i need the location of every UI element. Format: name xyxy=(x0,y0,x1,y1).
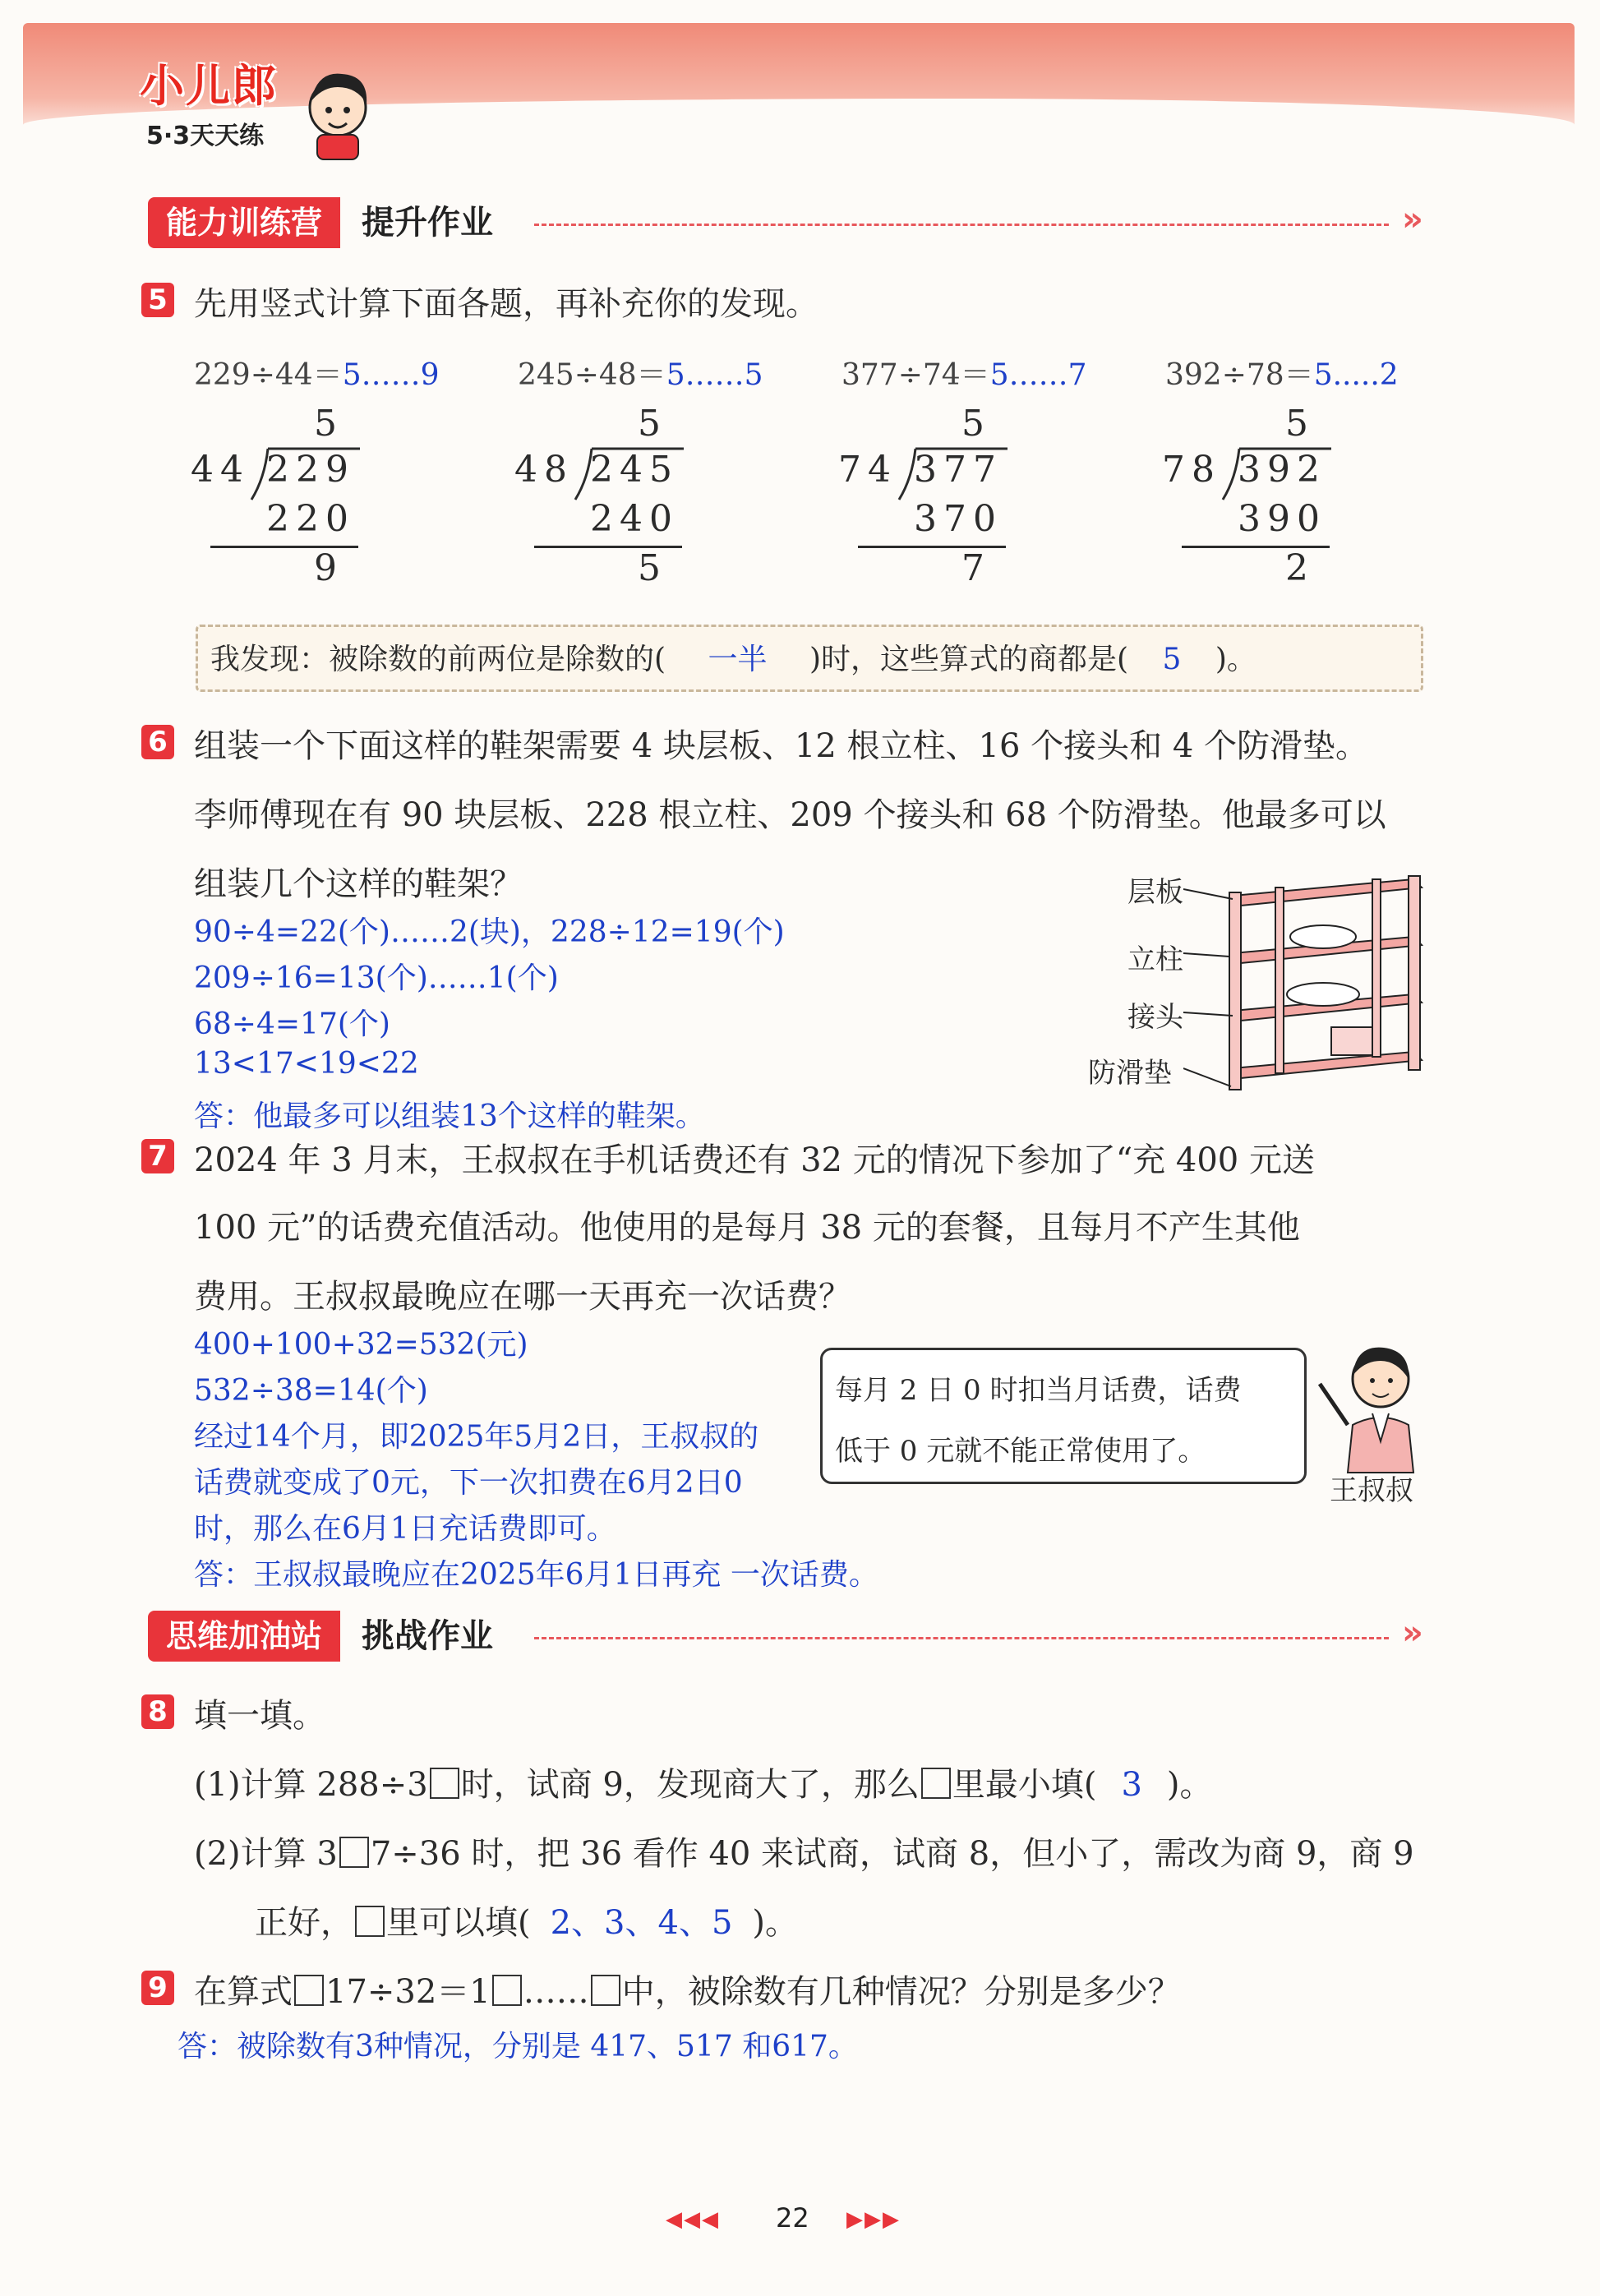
section-divider-2 xyxy=(534,1637,1389,1639)
question-9-text: 在算式 17÷32＝1 …… 中，被除数有几种情况？分别是多少？ xyxy=(194,1973,1181,2011)
question-number-5: 5 xyxy=(141,283,174,317)
question-number-8: 8 xyxy=(141,1694,174,1729)
question-number-6: 6 xyxy=(141,725,174,759)
question-8-text: 填一填。 xyxy=(194,1697,325,1735)
question-8-part-2-cont: 正好， 里可以填( 2、3、4、5 )。 xyxy=(255,1904,799,1942)
long-division-3: 5 74 377 370 7 xyxy=(838,403,1019,592)
discovery-text: 我发现：被除数的前两位是除数的( 一半 )时，这些算式的商都是( 5 )。 xyxy=(210,643,1256,676)
logo-subtitle: 5·3天天练 xyxy=(146,122,265,150)
q6-answer-line-1: 90÷4=22(个)……2(块)，228÷12=19(个) xyxy=(194,915,785,949)
equation-4: 392÷78＝5.....2 xyxy=(1165,358,1399,392)
mascot-boy-icon xyxy=(293,62,383,161)
question-5-text: 先用竖式计算下面各题，再补充你的发现。 xyxy=(194,285,818,323)
label-post: 立柱 xyxy=(1127,943,1183,976)
q9-answer: 答：被除数有3种情况，分别是 417、517 和617。 xyxy=(178,2030,858,2063)
section-ability-tab: 提升作业 xyxy=(362,204,493,242)
long-division-2: 5 48 245 240 5 xyxy=(514,403,695,592)
q6-answer-final: 答：他最多可以组装13个这样的鞋架。 xyxy=(194,1100,705,1133)
long-division-4: 5 78 392 390 2 xyxy=(1162,403,1343,592)
question-number-9: 9 xyxy=(141,1971,174,2005)
question-number-7: 7 xyxy=(141,1139,174,1173)
double-chevron-icon: » xyxy=(1402,201,1423,238)
discovery-answer-1: 一半 xyxy=(708,643,768,676)
label-shelf: 层板 xyxy=(1127,876,1183,909)
speech-line-1: 每月 2 日 0 时扣当月话费，话费 xyxy=(835,1374,1242,1407)
uncle-wang-icon xyxy=(1315,1335,1438,1474)
q6-answer-line-3: 68÷4=17(个) xyxy=(194,1007,390,1041)
shoe-rack-illustration-icon xyxy=(1183,871,1430,1101)
section-divider xyxy=(534,224,1389,226)
prev-arrows-icon: ◀◀◀ xyxy=(666,2207,720,2232)
label-joint: 接头 xyxy=(1127,1001,1183,1034)
person-name-label: 王叔叔 xyxy=(1330,1474,1413,1507)
q6-answer-line-2: 209÷16=13(个)……1(个) xyxy=(194,961,559,995)
q8-part-1-answer: 3 xyxy=(1121,1766,1142,1804)
question-8-part-2: (2)计算 3 7÷36 时，把 36 看作 40 来试商，试商 8，但小了，需改为商 9，商 9 xyxy=(194,1835,1414,1873)
q7-answer-line-1: 400+100+32=532(元) xyxy=(194,1328,528,1362)
q8-part-2-answer: 2、3、4、5 xyxy=(550,1904,733,1942)
question-7-line-1: 2024 年 3 月末，王叔叔在手机话费还有 32 元的情况下参加了“充 400 元送 xyxy=(194,1141,1315,1179)
q7-answer-line-2: 532÷38=14(个) xyxy=(194,1374,428,1408)
question-7-line-2: 100 元”的话费充值活动。他使用的是每月 38 元的套餐，且每月不产生其他 xyxy=(194,1209,1300,1247)
discovery-answer-2: 5 xyxy=(1162,643,1182,676)
q7-answer-line-3: 经过14个月，即2025年5月2日，王叔叔的 xyxy=(194,1420,759,1454)
equation-2: 245÷48＝5……5 xyxy=(518,358,763,392)
section-challenge-tab: 挑战作业 xyxy=(362,1617,493,1655)
label-pad: 防滑垫 xyxy=(1088,1057,1172,1090)
page-number: 22 xyxy=(776,2202,809,2234)
section-challenge-label: 思维加油站 xyxy=(148,1611,340,1662)
q7-answer-final: 答：王叔叔最晚应在2025年6月1日再充 一次话费。 xyxy=(194,1558,878,1592)
next-arrows-icon: ▶▶▶ xyxy=(846,2207,901,2232)
equation-1: 229÷44＝5……9 xyxy=(194,358,440,392)
q7-answer-line-4: 话费就变成了0元，下一次扣费在6月2日0 xyxy=(194,1466,743,1500)
q7-answer-line-5: 时，那么在6月1日充话费即可。 xyxy=(194,1512,616,1546)
question-8-part-1: (1)计算 288÷3 时，试商 9，发现商大了，那么 里最小填( 3 )。 xyxy=(194,1766,1213,1804)
double-chevron-icon-2: » xyxy=(1402,1614,1423,1652)
question-6-line-2: 李师傅现在有 90 块层板、228 根立柱、209 个接头和 68 个防滑垫。他最多可以 xyxy=(194,796,1386,834)
logo-title: 小儿郎 xyxy=(140,60,278,112)
speech-line-2: 低于 0 元就不能正常使用了。 xyxy=(835,1435,1206,1468)
question-6-line-1: 组装一个下面这样的鞋架需要 4 块层板、12 根立柱、16 个接头和 4 个防滑垫。 xyxy=(194,727,1368,765)
equation-3: 377÷74＝5……7 xyxy=(841,358,1087,392)
section-ability-label: 能力训练营 xyxy=(148,197,340,248)
question-7-line-3: 费用。王叔叔最晚应在哪一天再充一次话费？ xyxy=(194,1278,851,1316)
q6-answer-line-4: 13<17<19<22 xyxy=(194,1047,419,1081)
question-6-line-3: 组装几个这样的鞋架？ xyxy=(194,865,523,903)
long-division-1: 5 44 229 220 9 xyxy=(191,403,371,592)
